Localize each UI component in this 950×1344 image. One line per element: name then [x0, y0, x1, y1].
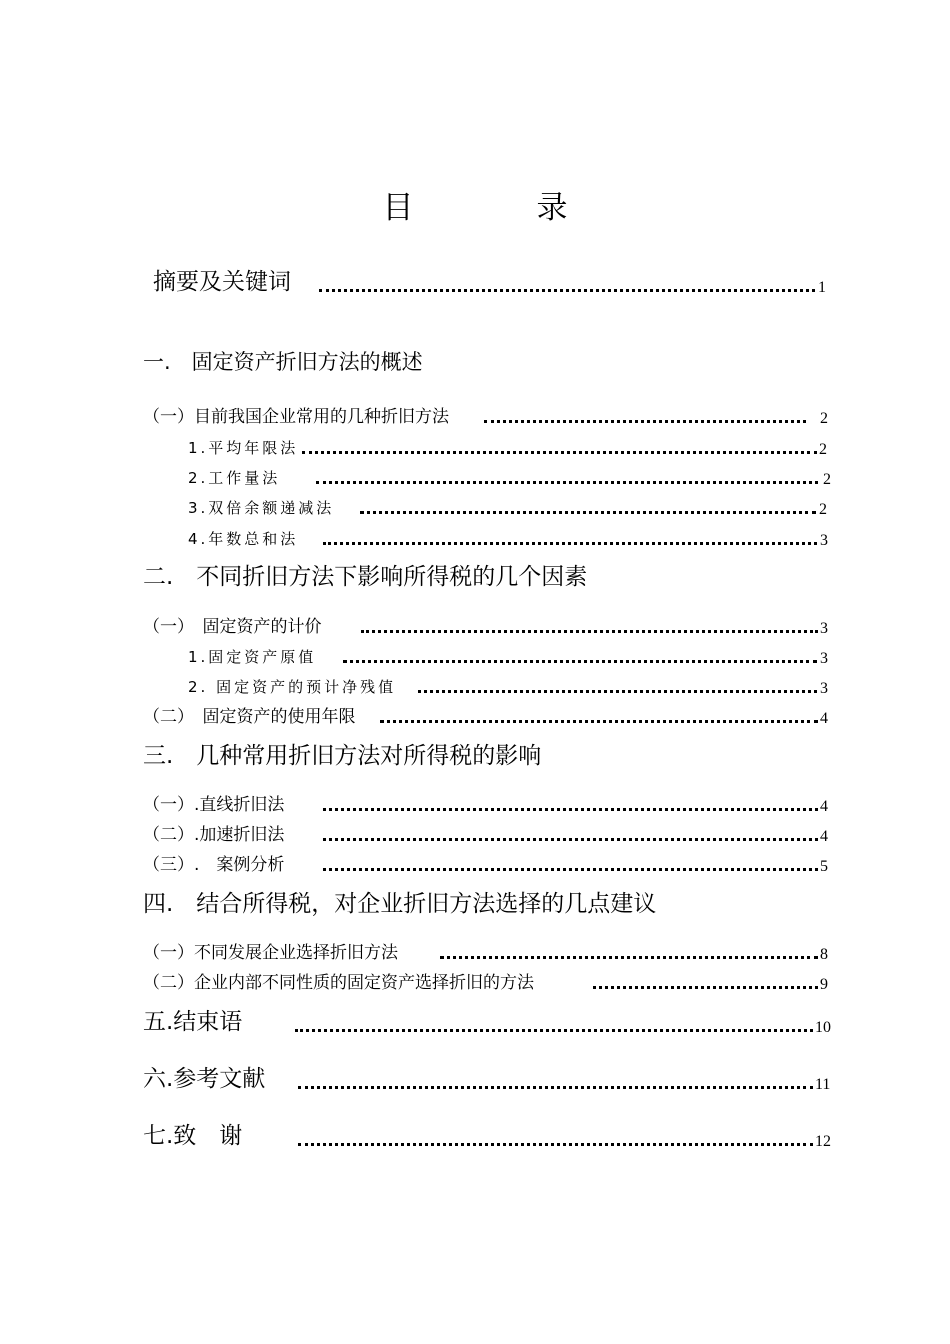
toc-chapter-3[interactable]: [143, 742, 843, 772]
toc-label: （一） 固定资产的计价: [143, 617, 322, 637]
page-title: 目 录: [382, 190, 614, 226]
toc-label: 1.固定资产原值: [188, 648, 317, 666]
toc-section-3-2[interactable]: [143, 817, 833, 847]
toc-page: 12: [815, 1133, 831, 1150]
toc-entry-abstract[interactable]: [153, 268, 833, 298]
toc-item-1-1-1[interactable]: [188, 430, 833, 460]
toc-page: 4: [820, 798, 828, 815]
toc-leader: [360, 511, 816, 514]
toc-leader: [418, 690, 817, 693]
toc-page: 2: [820, 410, 828, 427]
toc-leader: [323, 808, 818, 811]
toc-label: （三）. 案例分析: [143, 855, 285, 875]
toc-leader: [298, 1143, 813, 1146]
toc-page: 4: [820, 828, 828, 845]
toc-chapter-5[interactable]: [143, 1008, 843, 1038]
toc-leader: [323, 868, 818, 871]
toc-chapter-2[interactable]: [143, 563, 843, 593]
toc-chapter-6[interactable]: [143, 1065, 843, 1095]
toc-label: 摘要及关键词: [153, 269, 291, 295]
toc-leader: [323, 542, 817, 545]
toc-label: 二. 不同折旧方法下影响所得税的几个因素: [143, 564, 588, 590]
toc-item-1-1-2[interactable]: [188, 460, 833, 490]
toc-chapter-7[interactable]: [143, 1122, 843, 1152]
toc-label: （一）目前我国企业常用的几种折旧方法: [143, 407, 449, 427]
toc-label: （二）企业内部不同性质的固定资产选择折旧的方法: [143, 973, 534, 993]
toc-chapter-1[interactable]: [143, 348, 843, 378]
toc-page: 2: [823, 471, 831, 488]
toc-leader: [593, 986, 818, 989]
toc-page: 3: [820, 650, 828, 667]
toc-leader: [380, 720, 818, 723]
toc-page: 3: [820, 532, 828, 549]
toc-page: 5: [820, 858, 828, 875]
toc-leader: [323, 838, 818, 841]
toc-leader: [343, 660, 817, 663]
toc-chapter-4[interactable]: [143, 890, 843, 920]
toc-label: 五.结束语: [143, 1009, 243, 1035]
toc-leader: [440, 956, 818, 959]
toc-label: 2.工作量法: [188, 469, 281, 487]
toc-section-2-2[interactable]: [143, 699, 833, 729]
toc-label: （一）.直线折旧法: [143, 795, 285, 815]
toc-page: 3: [820, 620, 828, 637]
toc-page: 2: [819, 501, 827, 518]
toc-label: 3.双倍余额递减法: [188, 499, 335, 517]
toc-item-2-1-1[interactable]: [188, 639, 833, 669]
toc-label: 2. 固定资产的预计净残值: [188, 678, 397, 696]
toc-label: 六.参考文献: [143, 1066, 266, 1092]
toc-page: 10: [815, 1019, 831, 1036]
toc-label: 七.致 谢: [143, 1123, 243, 1149]
toc-page: 8: [820, 946, 828, 963]
toc-section-4-1[interactable]: [143, 935, 833, 965]
toc-label: 1.平均年限法: [188, 439, 299, 457]
toc-item-2-1-2[interactable]: [188, 669, 833, 699]
toc-item-1-1-4[interactable]: [188, 521, 833, 551]
toc-item-1-1-3[interactable]: [188, 490, 833, 520]
toc-page: 3: [820, 680, 828, 697]
toc-leader: [302, 451, 817, 454]
toc-section-3-1[interactable]: [143, 787, 833, 817]
toc-leader: [316, 481, 818, 484]
toc-leader: [361, 630, 818, 633]
toc-page: 9: [820, 976, 828, 993]
toc-label: 4.年数总和法: [188, 530, 299, 548]
toc-label: 一. 固定资产折旧方法的概述: [143, 350, 423, 374]
toc-label: （一）不同发展企业选择折旧方法: [143, 943, 398, 963]
toc-leader: [319, 289, 815, 292]
toc-page: 1: [818, 279, 826, 296]
toc-section-4-2[interactable]: [143, 965, 833, 995]
toc-label: 四. 结合所得税，对企业折旧方法选择的几点建议: [143, 891, 657, 917]
toc-label: （二）.加速折旧法: [143, 825, 285, 845]
toc-page: 11: [815, 1076, 831, 1093]
toc-page: 4: [820, 710, 828, 727]
toc-leader: [484, 420, 806, 423]
toc-label: （二） 固定资产的使用年限: [143, 707, 356, 727]
toc-section-2-1[interactable]: [143, 609, 833, 639]
toc-label: 三. 几种常用折旧方法对所得税的影响: [143, 743, 542, 769]
toc-leader: [295, 1029, 813, 1032]
toc-section-1-1[interactable]: [143, 399, 833, 429]
toc-page: 2: [819, 441, 827, 458]
toc-section-3-3[interactable]: [143, 847, 833, 877]
toc-leader: [298, 1086, 813, 1089]
